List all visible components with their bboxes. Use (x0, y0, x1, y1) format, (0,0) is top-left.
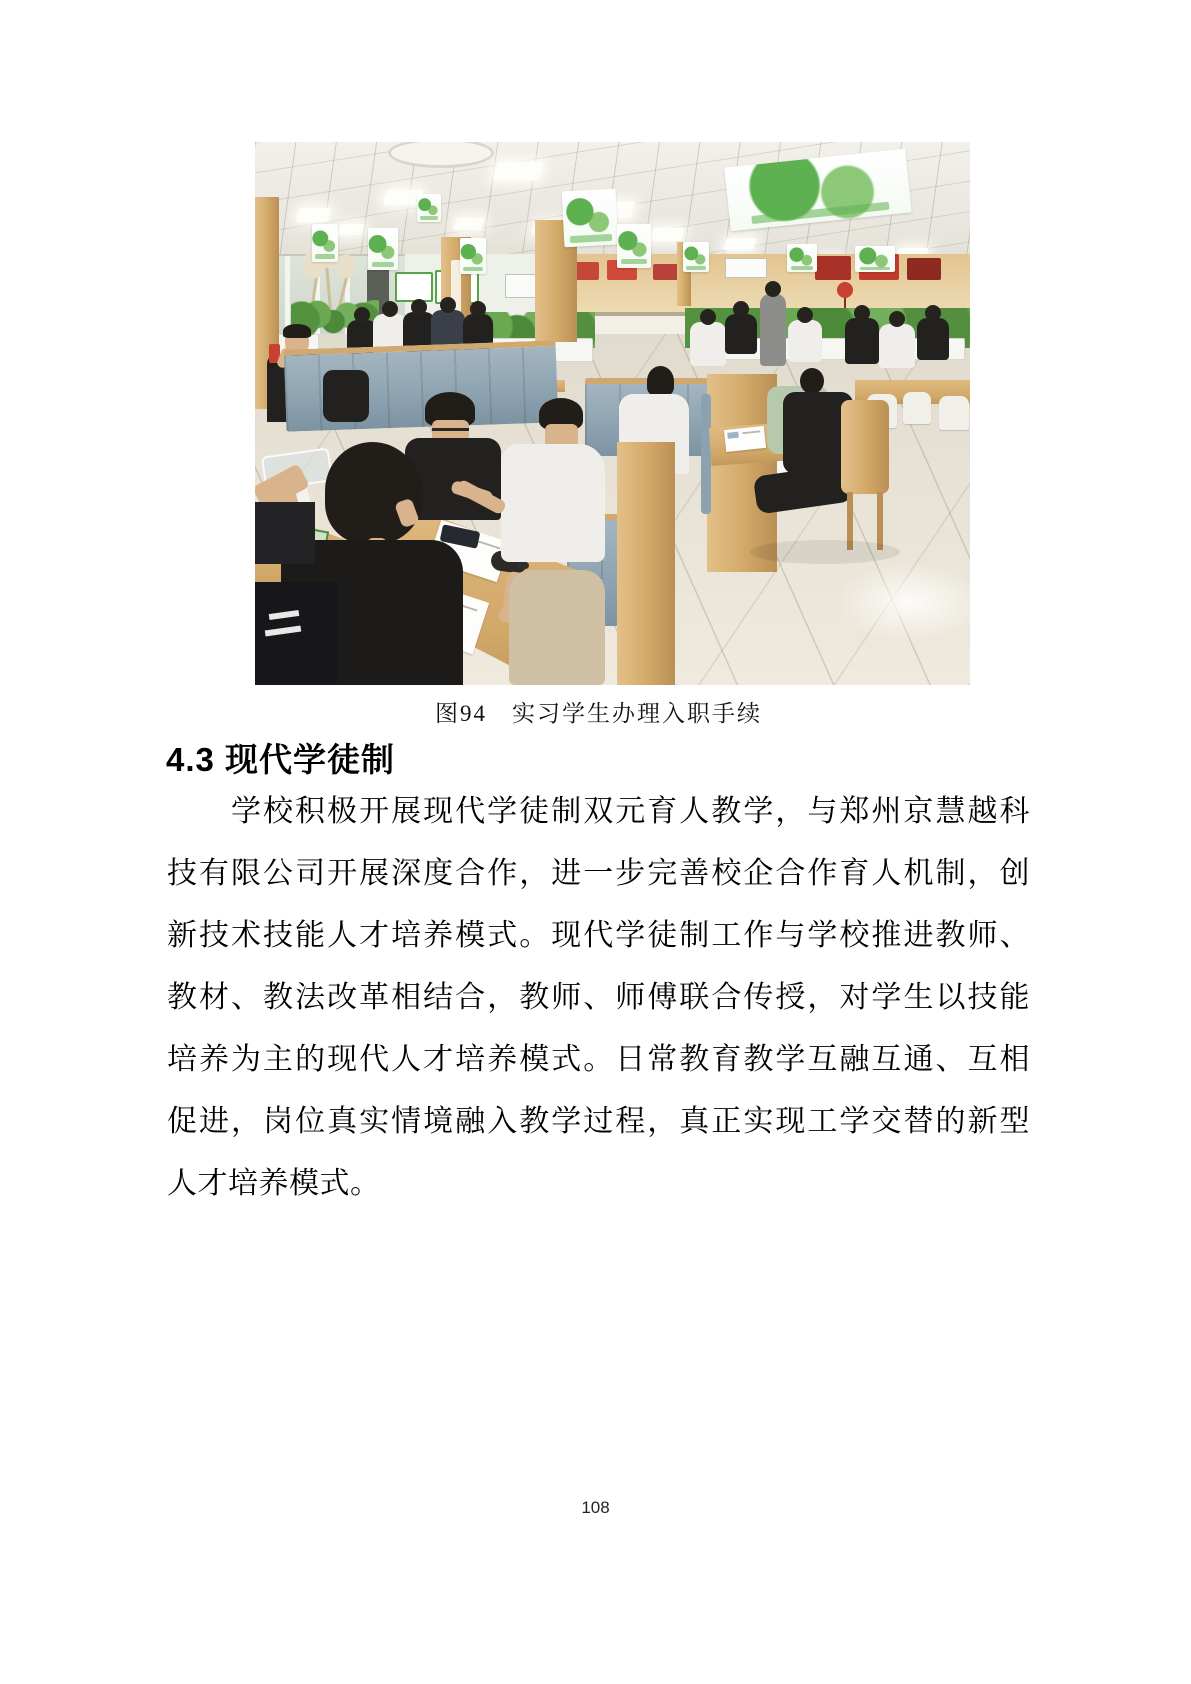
photo-ceiling-light (296, 208, 332, 222)
photo-form-paper (724, 426, 766, 452)
photo-white-chair (903, 392, 931, 424)
photo-pampas-plume (337, 254, 355, 278)
photo-shadow (750, 540, 900, 564)
photo-person-standing (760, 294, 786, 366)
photo-wall-sign (505, 274, 537, 298)
figure-caption: 图94 实习学生办理入职手续 (435, 701, 762, 726)
photo-green-banner (683, 242, 709, 272)
photo-ceiling-light (453, 218, 484, 230)
paragraph-line: 培养为主的现代人才培养模式。日常教育教学互融互通、互相 (167, 1043, 1030, 1076)
photo-person-hair (800, 368, 824, 394)
photo-stall-sign (653, 264, 679, 280)
photo-person-hair-back (325, 442, 423, 544)
paragraph-line: 学校积极开展现代学徒制双元育人教学，与郑州京慧越科 (231, 795, 1030, 828)
paragraph-line: 教材、教法改革相结合，教师、师傅联合传授，对学生以技能 (167, 981, 1030, 1014)
photo-white-chair (939, 396, 969, 430)
photo-wood-chair (841, 400, 889, 494)
photo-person (788, 320, 822, 362)
body-paragraph (167, 781, 1030, 1215)
section-heading: 4.3 现代学徒制 (166, 741, 396, 778)
photo-green-banner (417, 194, 441, 222)
photo-red-lantern (837, 282, 853, 298)
photo-ceiling-light (492, 162, 543, 180)
page-number: 108 (581, 1498, 610, 1517)
photo-person-legs-khaki (509, 570, 605, 685)
photo-floor-reflection (835, 562, 970, 642)
photo-menu-board (725, 258, 767, 278)
photo-person (879, 324, 915, 368)
photo-person (845, 318, 879, 364)
photo-green-banner (460, 238, 486, 274)
photo-person-sleeve-dark (255, 502, 315, 564)
figure-photo-cafeteria (255, 142, 970, 685)
photo-glasses (432, 428, 469, 431)
photo-person-hair (283, 324, 311, 338)
paragraph-line: 促进，岗位真实情境融入教学过程，真正实现工学交替的新型 (167, 1105, 1030, 1138)
photo-backpack (323, 370, 369, 422)
photo-green-banner (312, 224, 338, 262)
photo-green-banner (617, 224, 651, 268)
photo-ceiling-light (723, 238, 756, 250)
paragraph-line: 人才培养模式。 (167, 1167, 381, 1200)
photo-bracelet (517, 562, 529, 569)
photo-green-banner (562, 189, 619, 248)
paragraph-line: 技有限公司开展深度合作，进一步完善校企合作育人机制，创 (167, 857, 1030, 890)
photo-booth-cushion-edge (701, 394, 711, 514)
photo-chair-leg (877, 492, 883, 550)
photo-person-hair (647, 366, 674, 396)
photo-notice-board (395, 272, 433, 302)
photo-green-banner (368, 228, 398, 270)
photo-green-banner (855, 246, 895, 272)
photo-booth-wood-tower (617, 442, 675, 685)
photo-ceiling-light (337, 224, 364, 235)
photo-lantern-tassel (844, 298, 846, 308)
photo-green-banner (787, 244, 817, 272)
photo-ceiling-light (649, 228, 685, 241)
photo-person (690, 322, 726, 366)
photo-stall-sign (815, 256, 851, 280)
photo-person (917, 318, 949, 360)
paragraph-line: 新技术技能人才培养模式。现代学徒制工作与学校推进教师、 (167, 919, 1030, 952)
photo-person (725, 314, 757, 354)
photo-stall-sign (907, 258, 941, 280)
